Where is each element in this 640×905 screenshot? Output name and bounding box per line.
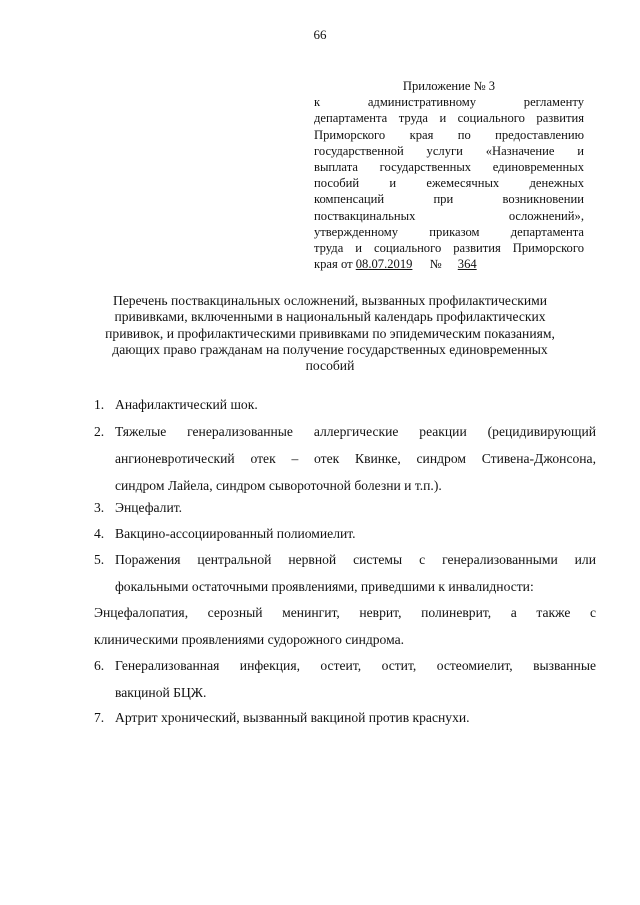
item-number: 7. [94, 710, 105, 725]
appendix-line: пособий и ежемесячных денежных [314, 176, 584, 191]
appendix-line: департамента труда и социального развития [314, 111, 584, 126]
appendix-line: выплата государственных единовременных [314, 160, 584, 175]
order-prefix: края от [314, 257, 353, 272]
item-text: Вакцино-ассоциированный полиомиелит. [115, 526, 356, 541]
title-line: пособий [305, 358, 355, 374]
item-number: 6. [94, 658, 105, 673]
item-number: 5. [94, 552, 105, 567]
appendix-line: компенсаций при возникновении [314, 192, 584, 207]
item-number: 4. [94, 526, 105, 541]
item-5-continuation: Энцефалопатия, серозный менингит, неврит, полиневрит, а также с [94, 605, 596, 620]
item-number: 3. [94, 500, 105, 515]
appendix-line: утвержденному приказом департамента [314, 224, 584, 239]
appendix-line: Приморского края по предоставлению [314, 127, 584, 142]
item-text: Поражения центральной нервной системы с генерализованными или [115, 552, 596, 567]
list-item-2 [94, 424, 596, 494]
item-text: Артрит хронический, вызванный вакциной против краснухи. [115, 710, 470, 725]
order-number: 364 [457, 257, 477, 272]
order-date: 08.07.2019 [355, 257, 413, 272]
appendix-title: Приложение № 3 [402, 79, 496, 93]
item-5-continuation: клиническими проявлениями судорожного синдрома. [94, 632, 405, 647]
title-line: дающих право гражданам на получение государственных единовременных [112, 341, 548, 357]
item-text: синдром Лайела, синдром сывороточной болезни и т.п.). [115, 478, 442, 493]
list-item-5 [94, 552, 596, 595]
item-text: Генерализованная инфекция, остеит, остит, остеомиелит, вызванные [115, 658, 596, 673]
item-number: 1. [94, 397, 105, 412]
appendix-line: государственной услуги «Назначение и [314, 143, 584, 158]
document-title [60, 293, 600, 374]
item-text: Тяжелые генерализованные аллергические реакции (рецидивирующий [115, 424, 596, 439]
appendix-line: труда и социального развития Приморского [314, 241, 584, 256]
title-line: прививками, включенными в национальный календарь профилактических [114, 309, 546, 325]
item-text: Анафилактический шок. [115, 397, 258, 412]
item-text: фокальными остаточными проявлениями, приведшими к инвалидности: [115, 579, 534, 594]
page-number: 66 [313, 27, 327, 42]
title-line: Перечень поствакцинальных осложнений, вызванных профилактическими [112, 293, 548, 308]
title-line: прививок, и профилактическими прививками по эпидемическим показаниям, [105, 325, 555, 341]
appendix-header [314, 78, 584, 272]
item-text: вакциной БЦЖ. [115, 685, 207, 700]
list-item-4 [94, 526, 596, 542]
appendix-line: поствакцинальных осложнений», [314, 208, 584, 223]
item-text: Энцефалит. [115, 500, 183, 515]
item-text: ангионевротический отек – отек Квинке, синдром Стивена-Джонсона, [115, 451, 596, 466]
appendix-line: к административному регламенту [314, 95, 584, 110]
list-item-6 [94, 658, 596, 701]
list-item-1 [94, 397, 596, 413]
list-item-3 [94, 500, 596, 516]
order-reference [314, 256, 584, 272]
order-number-sign: № [429, 257, 442, 272]
item-number: 2. [94, 424, 105, 439]
list-item-7 [94, 710, 596, 726]
